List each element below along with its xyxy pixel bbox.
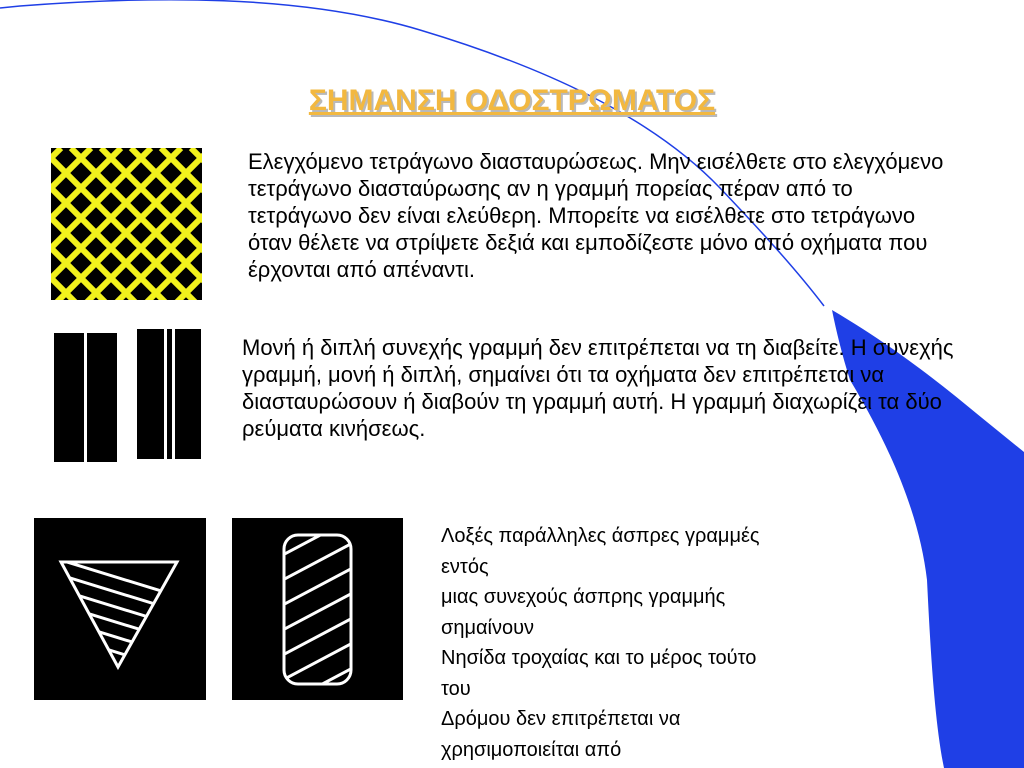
island-line-6: του [441, 677, 471, 700]
solid-line-description: Μονή ή διπλή συνεχής γραμμή δεν επιτρέπεται να τη διαβείτε. Η συνεχής γραμμή, μονή ή διπλή, σημαίνει ότι τα οχήματα δεν επιτρέπεται να διασταυρώσουν ή διαβούν τη γραμμή αυτή. Η γραμμή διαχωρίζει τα δύο ρεύματα κινήσεως. [242, 335, 954, 441]
island-description [441, 521, 861, 765]
island-line-1: Λοξές παράλληλες άσπρες γραμμές [441, 525, 760, 547]
crosshatch-description: Ελεγχόμενο τετράγωνο διασταυρώσεως. Μην εισέλθετε στο ελεγχόμενο τετράγωνο διασταύρωσης αν η γραμμή πορείας πέραν από το τετράγωνο δεν είναι ελεύθερη. Μπορείτε να εισέλθετε στο τετράγωνο όταν θέλετε να στρίψετε δεξιά και εμποδίζεστε μόνο από οχήματα που έρχονται από απέναντι. [248, 149, 944, 282]
double-solid-line-icon [137, 329, 201, 459]
island-line-5: Νησίδα τροχαίας και το μέρος τούτο [441, 647, 757, 669]
island-line-3: μιας συνεχούς άσπρης γραμμής [441, 586, 726, 608]
hatched-triangle-island-icon [34, 518, 206, 700]
island-line-4: σημαίνουν [441, 616, 535, 639]
hatched-rounded-island-icon [232, 518, 403, 700]
island-line-7: Δρόμου δεν επιτρέπεται να [441, 708, 681, 730]
single-solid-line-icon [54, 333, 117, 462]
island-line-2: εντός [441, 555, 489, 578]
island-line-8: χρησιμοποιείται από [441, 738, 622, 761]
slide-title: ΣΗΜΑΝΣΗ ΟΔΟΣΤΡΩΜΑΤΟΣ [308, 84, 716, 117]
yellow-crosshatch-box-icon [51, 148, 202, 300]
